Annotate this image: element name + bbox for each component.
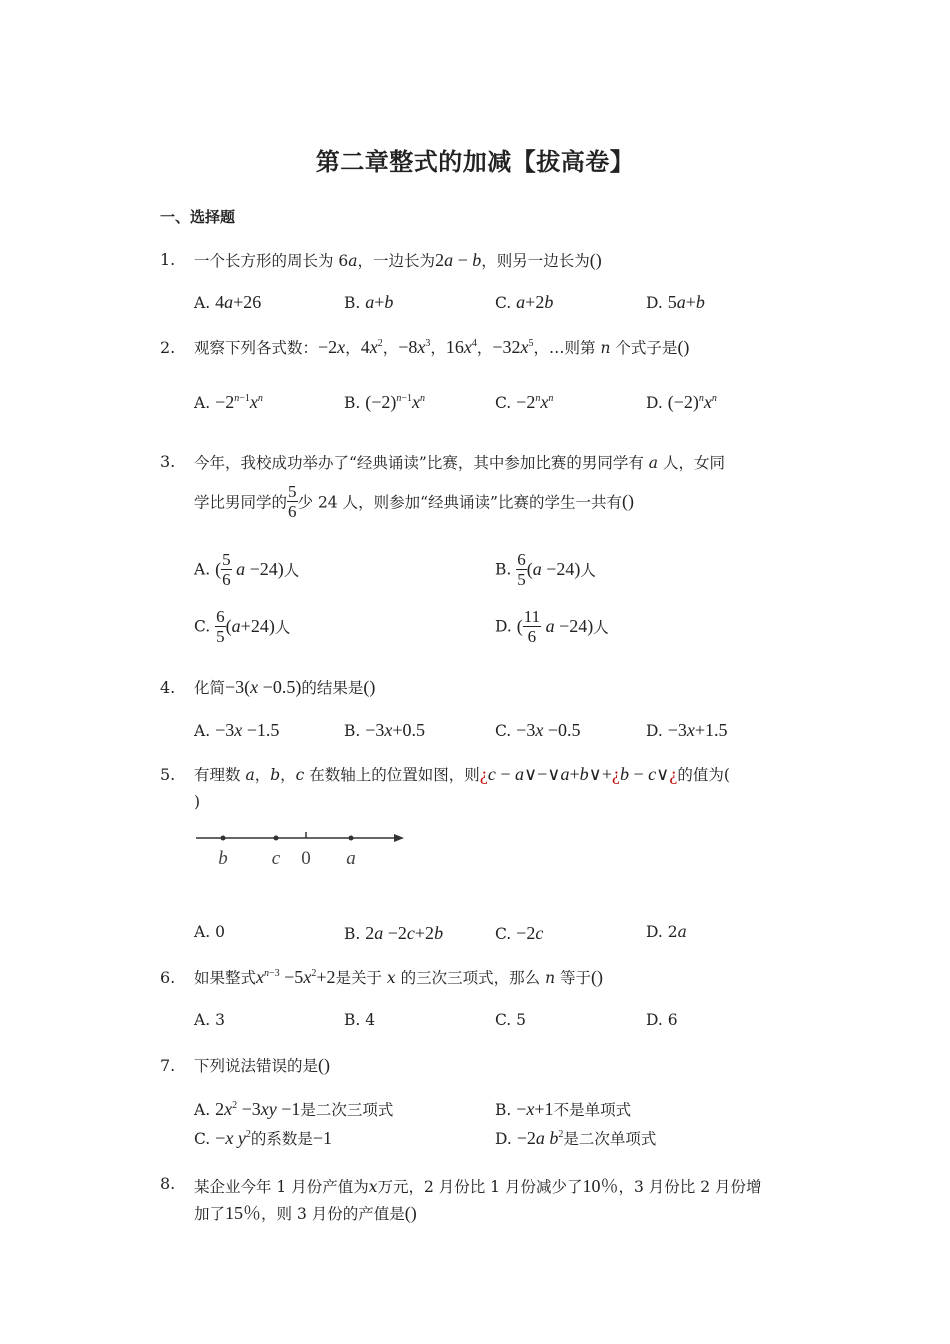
question-8-line-1: 某企业今年 1 月份产值为x万元，2 月份比 1 月份减少了10％，3 月份比 2 月份增: [194, 1176, 762, 1196]
q4-option-c[interactable]: C. −3x −0.5: [495, 720, 581, 740]
q1-option-b[interactable]: B. a+b: [344, 292, 394, 312]
question-6-number: 6.: [160, 968, 176, 987]
q4-option-d[interactable]: D. −3x+1.5: [646, 720, 728, 740]
q5-option-c[interactable]: C. −2c: [495, 923, 544, 943]
label-b: b: [218, 848, 228, 869]
point-b: [221, 836, 226, 841]
question-3-number: 3.: [160, 452, 176, 471]
question-3-line-1: 今年，我校成功举办了“经典诵读”比赛，其中参加比赛的男同学有 a 人，女同: [194, 454, 725, 472]
label-a: a: [346, 848, 356, 869]
q3-option-c[interactable]: C. $\frac{6}{5}$ (a+24)人: [194, 607, 291, 646]
question-8-number: 8.: [160, 1174, 176, 1193]
q6-option-a[interactable]: A. 3: [194, 1011, 225, 1029]
page-title: 第二章整式的加减【拔高卷】: [315, 148, 635, 176]
q1-option-c[interactable]: C. a+2b: [495, 292, 554, 312]
label-c: c: [271, 848, 281, 869]
question-2-number: 2.: [160, 338, 176, 357]
q1-option-a[interactable]: A. 4a+26: [194, 292, 262, 312]
q4-option-b[interactable]: B. −3x+0.5: [344, 720, 426, 740]
q1-option-d[interactable]: D. 5a+b: [646, 292, 705, 312]
question-1-number: 1.: [160, 250, 176, 269]
q5-option-a[interactable]: A. 0: [194, 923, 225, 941]
q3-option-d[interactable]: D. ( $\frac{11}{6}$ a −24)人: [495, 607, 609, 646]
q7-option-a[interactable]: A. $2x^2 -3xy -1$是二次三项式: [194, 1099, 394, 1119]
q2-option-c[interactable]: C. $-2^nx^n$: [495, 392, 554, 412]
number-line-figure: [190, 826, 420, 876]
label-zero: 0: [301, 848, 311, 869]
question-7-text: 下列说法错误的是(): [194, 1055, 331, 1075]
question-4-number: 4.: [160, 678, 176, 697]
point-c: [274, 836, 279, 841]
question-5-number: 5.: [160, 765, 176, 784]
q3-option-b[interactable]: B. $\frac{6}{5}$ (a −24)人: [495, 550, 596, 589]
q2-option-b[interactable]: B. $(-2)^{n-1}x^n$: [344, 392, 426, 412]
q7-option-c[interactable]: C. −x $y^2$的系数是−1: [194, 1128, 332, 1148]
question-6-text: 如果整式$x^{n-3} -5x^2+2$是关于 x 的三次三项式，那么 n 等于(): [194, 967, 603, 987]
q5-option-b[interactable]: B. 2a −2c+2b: [344, 923, 444, 943]
point-a: [349, 836, 354, 841]
q6-option-d[interactable]: D. 6: [646, 1011, 678, 1029]
q6-option-c[interactable]: C. 5: [495, 1011, 527, 1029]
section-heading: 一、选择题: [160, 208, 236, 226]
q2-option-a[interactable]: A. $-2^{n-1}x^n$: [194, 392, 263, 412]
q7-option-d[interactable]: D. −2a $b^2$是二次单项式: [495, 1128, 657, 1148]
q6-option-b[interactable]: B. 4: [344, 1011, 376, 1029]
q5-option-d[interactable]: D. 2a: [646, 923, 687, 941]
question-2-text: 观察下列各式数：−2x，$4x^2$，$-8x^3$，$16x^4$，$-32x^5$，…则第 n 个式子是(): [194, 337, 690, 357]
question-5-text: 有理数 a，b，c 在数轴上的位置如图，则¿c − a∨−∨a+b∨+¿b − c∨¿的值为(: [194, 764, 730, 784]
question-5-text-cont: ): [194, 793, 201, 811]
q7-option-b[interactable]: B. −x+1不是单项式: [495, 1099, 632, 1119]
question-4-text: 化简−3(x −0.5)的结果是(): [194, 677, 376, 697]
question-7-number: 7.: [160, 1056, 176, 1075]
number-line-arrow: [394, 834, 404, 842]
question-3-line-2: 学比男同学的 $\frac{5}{6}$ 少 24 人，则参加“经典诵读”比赛的学生一共有(): [194, 482, 634, 521]
q3-option-a[interactable]: A. ( $\frac{5}{6}$ a −24)人: [194, 550, 300, 589]
q2-option-d[interactable]: D. $(-2)^nx^n$: [646, 392, 717, 412]
q4-option-a[interactable]: A. −3x −1.5: [194, 720, 280, 740]
question-8-line-2: 加了15％，则 3 月份的产值是(): [194, 1203, 417, 1223]
question-1-text: 一个长方形的周长为 6a，一边长为2a − b，则另一边长为(): [194, 250, 602, 270]
